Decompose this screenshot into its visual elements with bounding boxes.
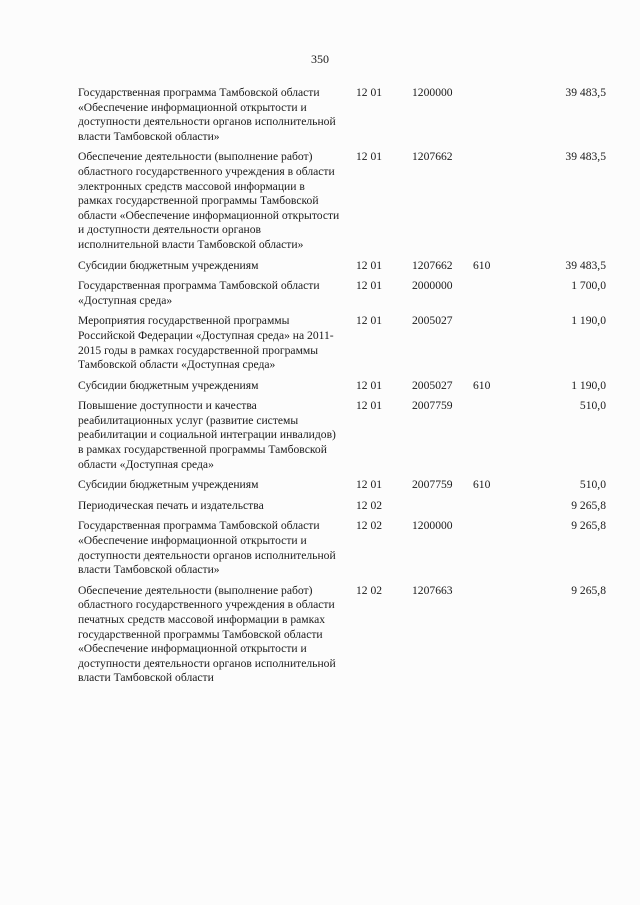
page-number: 350 (311, 52, 329, 66)
row-target: 2005027 (412, 314, 453, 328)
row-amount: 39 483,5 (565, 258, 606, 272)
row-section: 12 01 (356, 86, 383, 99)
row-type: 610 (473, 478, 491, 492)
row-target: 1200000 (412, 519, 453, 533)
row-name: Обеспечение деятельности (выполнение работ) областного государственного учреждения в области электронных средств массовой информации в рамках государственной программы Тамбовской области «Обеспечение информационной открытости и доступности деятельности органов исполнительной власти Тамбовской области» (78, 150, 340, 251)
row-target: 1207662 (412, 258, 453, 272)
row-name: Государственная программа Тамбовской области «Доступная среда» (78, 279, 320, 307)
row-amount: 1 700,0 (571, 279, 606, 293)
table-row (78, 399, 618, 472)
row-amount: 9 265,8 (571, 519, 606, 533)
row-section: 12 02 (356, 498, 383, 512)
row-amount: 9 265,8 (571, 583, 606, 597)
row-target: 2000000 (412, 279, 453, 293)
table-row (78, 584, 618, 686)
table-row (78, 86, 618, 144)
table-row (78, 379, 618, 394)
row-section: 12 02 (356, 583, 383, 597)
row-target: 2005027 (412, 378, 453, 392)
row-amount: 510,0 (579, 399, 606, 413)
budget-table (78, 86, 618, 692)
row-amount: 1 190,0 (571, 314, 606, 328)
row-name: Периодическая печать и издательства (78, 498, 264, 512)
row-section: 12 01 (356, 399, 383, 413)
row-amount: 1 190,0 (571, 378, 606, 392)
row-name: Государственная программа Тамбовской области «Обеспечение информационной открытости и доступности деятельности органов исполнительной власти Тамбовской области» (78, 519, 336, 577)
row-amount: 39 483,5 (565, 150, 606, 164)
table-row (78, 259, 618, 274)
row-target: 1207662 (412, 150, 453, 164)
table-row (78, 478, 618, 493)
row-section: 12 01 (356, 150, 383, 164)
row-type: 610 (473, 258, 491, 272)
row-name: Мероприятия государственной программы Российской Федерации «Доступная среда» на 2011-2015 годы в рамках государственной программы Тамбовской области «Доступная среда» (78, 314, 334, 372)
row-section: 12 01 (356, 378, 383, 392)
table-row (78, 314, 618, 372)
row-section: 12 02 (356, 519, 383, 533)
row-target: 2007759 (412, 478, 453, 492)
row-name: Повышение доступности и качества реабилитационных услуг (развитие системы реабилитации и социальной интеграции инвалидов) в рамках государственной программы Тамбовской области «Доступная среда» (78, 399, 336, 471)
table-row (78, 150, 618, 252)
row-target: 1207663 (412, 583, 453, 597)
row-section: 12 01 (356, 478, 383, 492)
row-target: 2007759 (412, 399, 453, 413)
row-name: Государственная программа Тамбовской области «Обеспечение информационной открытости и доступности деятельности органов исполнительной власти Тамбовской области» (78, 86, 336, 143)
row-target: 1200000 (412, 86, 453, 99)
row-amount: 9 265,8 (571, 498, 606, 512)
row-amount: 510,0 (579, 478, 606, 492)
row-name: Обеспечение деятельности (выполнение работ) областного государственного учреждения в области печатных средств массовой информации в рамках государственной программы Тамбовской области «Обеспечение информационной открытости и доступности деятельности органов исполнительной власти Тамбовской области (78, 583, 336, 685)
table-row (78, 519, 618, 577)
row-name: Субсидии бюджетным учреждениям (78, 378, 259, 392)
table-row (78, 279, 618, 308)
row-amount: 39 483,5 (565, 86, 606, 99)
row-type: 610 (473, 378, 491, 392)
row-section: 12 01 (356, 258, 383, 272)
row-name: Субсидии бюджетным учреждениям (78, 258, 259, 272)
row-name: Субсидии бюджетным учреждениям (78, 478, 259, 492)
row-section: 12 01 (356, 314, 383, 328)
row-section: 12 01 (356, 279, 383, 293)
table-row (78, 499, 618, 514)
